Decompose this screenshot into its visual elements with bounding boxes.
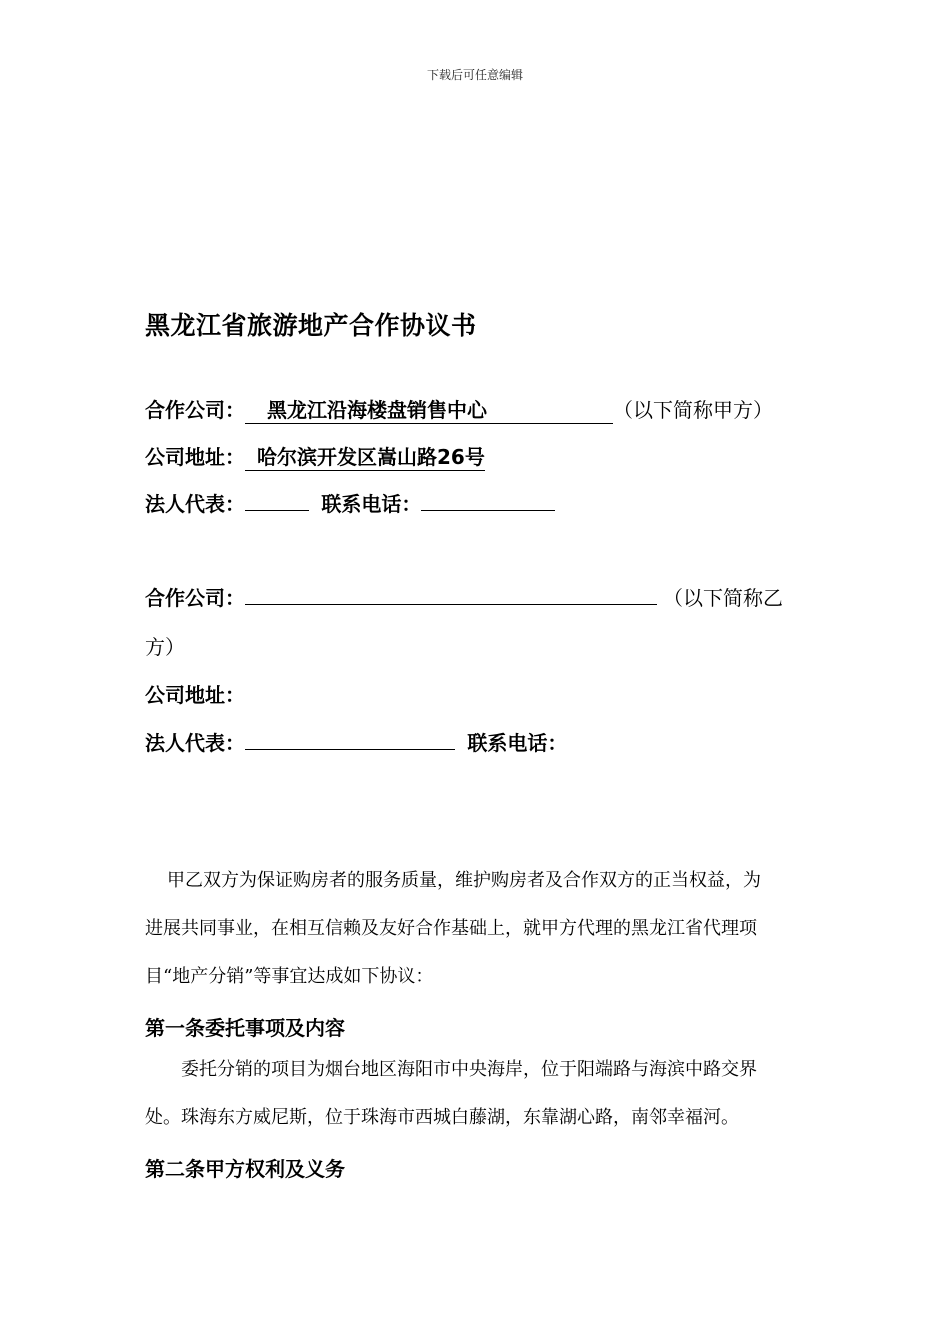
party-a-company-label: 合作公司： [145, 398, 245, 422]
party-a-address-row [145, 441, 485, 471]
party-b-company-row [145, 582, 783, 611]
party-a-phone-blank [421, 490, 555, 511]
article-1-line-2: 处。珠海东方威尼斯，位于珠海市西城白藤湖，东靠湖心路，南邻幸福河。 [145, 1107, 739, 1128]
party-b-company-label: 合作公司： [145, 586, 245, 610]
article-2-heading: 第二条甲方权利及义务 [145, 1157, 345, 1181]
party-a-address-value: 哈尔滨开发区嵩山路26号 [257, 445, 485, 469]
party-b-address-row [145, 679, 245, 708]
party-b-company-row-wrap [145, 631, 185, 660]
document-title: 黑龙江省旅游地产合作协议书 [145, 311, 477, 340]
party-b-company-suffix: （以下简称乙 [663, 586, 783, 610]
party-b-company-blank [245, 584, 657, 605]
intro-line-2: 进展共同事业，在相互信赖及友好合作基础上，就甲方代理的黑龙江省代理项 [145, 918, 757, 939]
intro-line-3: 目“地产分销”等事宜达成如下协议： [145, 966, 434, 987]
header-note: 下载后可任意编辑 [426, 68, 523, 82]
party-b-rep-row [145, 727, 567, 756]
party-a-rep-row [145, 488, 555, 517]
party-b-rep-blank [245, 729, 455, 750]
party-a-rep-label: 法人代表： [145, 492, 245, 516]
party-a-phone-label: 联系电话： [321, 492, 422, 516]
party-a-company-value: 黑龙江沿海楼盘销售中心 [267, 398, 487, 422]
article-1-paragraph [145, 1046, 805, 1142]
party-a-address-label: 公司地址： [145, 445, 245, 469]
party-b-rep-label: 法人代表： [145, 731, 245, 755]
party-a-address-field [245, 441, 485, 471]
article-1-line-1: 委托分销的项目为烟台地区海阳市中央海岸，位于阳端路与海滨中路交界 [181, 1059, 757, 1080]
intro-line-1: 甲乙双方为保证购房者的服务质量，维护购房者及合作双方的正当权益，为 [167, 870, 761, 891]
party-a-rep-blank [245, 490, 309, 511]
article-1-heading: 第一条委托事项及内容 [145, 1016, 345, 1040]
intro-paragraph [145, 857, 805, 1001]
party-a-company-field [245, 394, 613, 424]
party-b-phone-label: 联系电话： [467, 731, 568, 755]
party-b-address-label: 公司地址： [145, 683, 245, 707]
party-a-company-row [145, 394, 773, 424]
party-a-company-suffix: （以下简称甲方） [613, 398, 773, 422]
party-b-company-suffix-wrap: 方） [145, 635, 185, 659]
